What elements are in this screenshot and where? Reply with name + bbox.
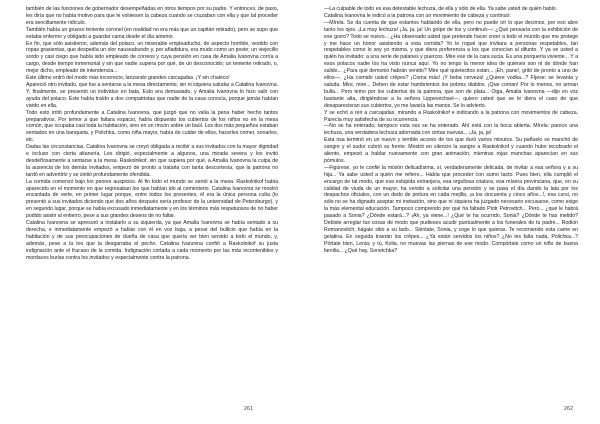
- right-page-text: [324, 6, 578, 255]
- paragraph: —La culpable de todo es esa detestable lechuza, de ella y sólo de ella. Ya sabe usted de quién hablo.: [324, 6, 558, 12]
- paragraph: —Figúrese, yo le confié la misión delicadísima, sí, verdaderamente delicada, de invitar a esa señora y a su hija... Ya sabe usted a quién me refiero... Había que proceder con sumo tacto. Pues bien, ella cumplió el encargo de tal modo, que esa estúpida extranjera, esa orgullosa criatura, esa mísera provinciana, que, en su calidad de viuda de un mayor, ha venido a solicitar una pensión y se pasa el día dando la lata por los despachos oficiales, con un dedo de pintura en cada mejilla, ¡a los cincuenta y cinco años...!, esa cursi, no sólo no se ha dignado aceptar mi invitación, sino que ni siquiera ha juzgado necesario excusarse, como exige la más elemental educación. Tampoco comprendo por qué ha faltado Piotr Petrovitch... Pero... ¿qué le habrá pasado a Sonia? ¿Dónde estará...? ¡Ah, ya viene...! ¿Qué te ha ocurrido, Sonia? ¿Dónde te has metido? Debiste arreglar tus cosas de modo que pudieses acudir puntualmente a los funerales de tu padre... Rodion Romanovitch, hágale sitio a su lado... Siéntate, Sonia, y coge lo que quieras. Te recomiendo esta carne en gelatina. En seguida traerán los crêpes... ¿Ya están servidos los niños? ¿No les falta nada, Polichka...? Pórtate bien, Lenia; y tú, Kolia, no muevas las piernas de ese modo. Compórtate como un niño de buena familia... ¿Qué hay, Sonetchka?: [324, 164, 578, 254]
- paragraph: También había un grueso teniente coronel (en realidad no era más que un capitán retirado), pero se supo que estaba enfermo y obligado a guardar cama desde el día anterior.: [26, 26, 278, 40]
- paragraph: Catalina Ivanovna le indicó a la patrona con un movimiento de cabeza y continuó:: [324, 12, 511, 19]
- paragraph: Dadas las circunstancias, Catalina Ivanovna se creyó obligada a recibir a sus invitados con la mayor dignidad e incluso con cierta altanería. Les dirigió, especialmente a algunos, una mirada severa y los invitó desdeñosamente a sentarse a la mesa. Raskolnikof, sin que supiera por qué, a Amalia Ivanovna la culpa de la ausencia de los demás invitados, empezó de pronto a tratarla con tanta descortesía, que la patrona no tardó en advertirlo y se sintió profundamente ofendida.: [26, 144, 278, 178]
- paragraph: Apareció otro invitado, que fue a sentarse a la mesa directamente, sin ni siquiera saludar a Catalina Ivanovna. Y, finalmente, se presentó un individuo en bata. Esto era demasiado, y Amalia Ivanovna lo hizo salir con ayuda del polaco. Éste había traído a dos compatriotas que nadie de la casa conocía, porque jamás habían vivido en ella.: [26, 81, 278, 109]
- paragraph: Esta risa terminó en un nuevo y terrible acceso de tos que duró varios minutos. Su pañuelo se manchó de sangre y el sudor cubrió su frente. Mostró en silencio la sangre a Raskolnikof y cuando hubo recobrado el aliento, empezó a hablar nuevamente con gran animación, mientras rojas manchas aparecían en sus pómulos.: [324, 137, 578, 164]
- page-number: 261: [244, 406, 254, 412]
- paragraph: En fin, que sólo asistieron, además del polaco, un miserable empleaducho, de aspecto horrible, vestido con ropas grasientas, que despedía un olor nauseabundo y, por añadidura, era mudo como un poste; un viejecillo sordo y casi ciego que había sido empleado de correos y cuya pensión en casa de Amalia Ivanovna corría a cargo, desde tiempo inmemorial y sin que nadie supiera por qué, de un desconocido; un teniente retirado, o, mejor dicho, empleado de intendencia...: [26, 40, 278, 75]
- paragraph: La comida comenzó bajo los peores auspicios. Al fin todo el mundo se sentó a la mesa. Raskolnikof había aparecido en el momento en que regresaban los que habían ido al cementerio. Catalina Ivanovna se mostró encantada de verle, en primer lugar porque, entre todos los presentes, él era la única persona culta (lo presentó a sus invitados diciendo que dos años después sería profesor de la universidad de Petersburgo), y en segundo lugar, porque se había excusado inmediatamente y en los términos más respetuosos de no haber podido asistir al entierro, pese a sus grandes deseos de no faltar.: [26, 178, 278, 220]
- paragraph: Éste último entró del modo más incorrecto, lanzando grandes carcajadas. ¡Y sin chaleco!: [26, 75, 230, 82]
- paragraph: también de las funciones de gobernador desempeñadas en otros tiempos por su padre. Y entonces, de paso, les diría que no había motivo para que le volviesen la cabeza cuando se cruzaban con ella y que tal proceder era sencillamente ridículo.: [26, 6, 278, 26]
- paragraph: —No se ha enterado, tampoco esta vez se ha enterado. Ahí está con la boca abierta. Mírela: parece una lechuza, una verdadera lechuza adornada con cintas nuevas... ¡Ja, ja, ja!: [324, 123, 578, 137]
- left-page-text: [26, 6, 278, 262]
- right-page: [300, 0, 600, 424]
- paragraph: Todo esto irritó profundamente a Catalina Ivanovna, que juzgó que no valía la pena haber hecho tantos preparativos. Por temor a que faltara espacio, había dispuesto los cubiertos de los niños no en la mesa común, que ocupaba casi toda la habitación, sino en un rincón sobre un baúl. Los dos más pequeños estaban sentados en una banqueta, y Polichka, como niña mayor, había de cuidar de ellos, hacerles comer, sonarles, etc.: [26, 109, 278, 144]
- paragraph: Y se echó a reír a carcajadas, mirando a Raskolnikof e indicando a la patrona con movimientos de cabeza. Parecía muy satisfecha de su ocurrencia.: [324, 109, 578, 123]
- paragraph: —Mírela. Se da cuenta de que estamos hablando de ella, pero no puede oír lo que decimos, por eso abre tanto los ojos. ¡La muy lechuza! ¡Ja, ja, ja! Un golpe de tos y continuó—: ¿Qué pensaría con la exhibición de ese gorro? Todo se nuevo... ¿Ha observado usted que pretende hacer creer a todo el mundo que me protege y me hace un honor asistiendo a esta comida? Yo le rogué que invitara a personas respetables, tan respetables como lo soy yo misma, y que diera preferencia a los que conocían al difunto. Y ya ve usted a quién ha invitado: a una serie de patanes y puercos. Mire ese de la cara sucia. Es una porquería viviente... Y a esos polacos nadie los ha visto nunca aquí. Yo no tengo la menor idea de quiénes son ni de dónde han salido... ¿Para qué demonio habrán venido? Mire qué quietecitos están... ¡Eh, pane!, gritó de pronto a uno de ellos—. ¿Ha comido usted crêpes? ¡Coma más! ¡Y beba cerveza! ¿Quiere vodka...? Fíjese: se levanta y saluda. Mire, mire... Deben de estar hambrientos los pobres diablos. ¡Que coman! Por lo menos, no arman bulla... Pero temo por los cubiertos de la patrona, que son de plata... Oiga, Amalia Ivanovna —dijo en voz bastante alta, dirigiéndose a la señora Lippevechsel—, quiero usted que se le diera el caso de que desaparecieran sus cubiertos, yo me lavaría las manos. Se lo advierto.: [324, 19, 578, 109]
- page-number: 262: [564, 406, 574, 412]
- paragraph: Catalina Ivanovna se apresuró a instalarlo a su izquierda, ya que Amalia Ivanovna se había sentado a su derecha, e inmediatamente empezó a hablar con él en voz baja, a pesar del bullicio que había en la habitación y de sus preocupaciones de dueña de casa que quería ver bien servido a todo el mundo, y, además, pese a la tos que la desgarraba el pecho. Catalina Ivanovna confió a Raskolnikof su justa indignación ante el fracaso de la comida. Indignación cortada a cada momento por las más incontenibles y mordaces burlas contra los invitados y especialmente contra la patrona.: [26, 220, 278, 261]
